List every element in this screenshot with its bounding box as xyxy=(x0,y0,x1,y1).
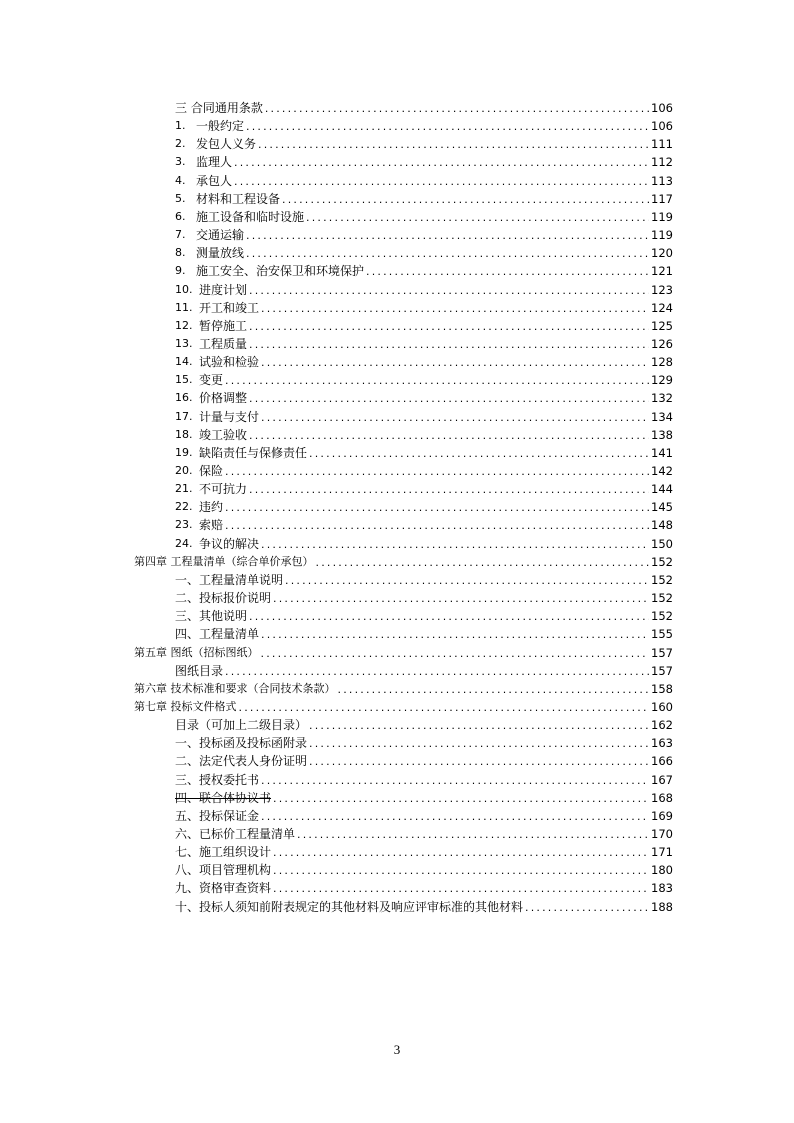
toc-entry[interactable] xyxy=(175,315,673,333)
toc-page-number: 171 xyxy=(651,845,673,860)
toc-entry-title: 一、工程量清单说明 xyxy=(175,572,284,587)
toc-entry[interactable] xyxy=(175,859,673,877)
toc-page-number: 132 xyxy=(651,391,673,406)
dot-leader xyxy=(366,266,649,278)
toc-page-number: 157 xyxy=(651,663,673,678)
toc-entry-title: 施工设备和临时设施 xyxy=(196,209,305,224)
toc-page-number: 188 xyxy=(651,899,673,914)
toc-entry[interactable] xyxy=(175,496,673,514)
toc-page-number: 152 xyxy=(651,554,673,569)
dot-leader xyxy=(273,593,649,605)
toc-entry-number: 1. xyxy=(175,119,186,133)
dot-leader xyxy=(249,611,649,623)
toc-entry[interactable] xyxy=(175,224,673,242)
dot-leader xyxy=(261,775,649,787)
dot-leader xyxy=(309,720,649,732)
toc-entry[interactable] xyxy=(175,460,673,478)
toc-page-number: 141 xyxy=(651,445,673,460)
toc-page-number: 144 xyxy=(651,482,673,497)
dot-leader xyxy=(297,829,649,841)
toc-entry-title: 发包人义务 xyxy=(196,137,257,152)
toc-entry-title: 工程质量 xyxy=(199,336,248,351)
toc-entry[interactable] xyxy=(175,260,673,278)
toc-entry-title: 第六章 技术标准和要求（合同技术条款） xyxy=(134,681,336,695)
toc-entry-number: 17. xyxy=(175,409,193,423)
toc-entry-title: 二、法定代表人身份证明 xyxy=(175,754,308,769)
dot-leader xyxy=(249,321,649,333)
toc-page-number: 183 xyxy=(651,881,673,896)
dot-leader xyxy=(525,902,649,914)
toc-entry[interactable] xyxy=(175,750,673,768)
dot-leader xyxy=(261,539,649,551)
toc-page-number: 157 xyxy=(651,645,673,660)
toc-entry[interactable] xyxy=(175,623,673,641)
toc-entry[interactable] xyxy=(175,170,673,188)
toc-entry-title: 八、项目管理机构 xyxy=(175,863,272,878)
toc-entry-title: 承包人 xyxy=(196,173,233,188)
toc-entry[interactable] xyxy=(175,569,673,587)
toc-entry[interactable] xyxy=(175,896,673,914)
toc-entry-title: 不可抗力 xyxy=(199,482,248,497)
dot-leader xyxy=(261,412,649,424)
toc-entry-title: 图纸目录 xyxy=(175,663,224,678)
toc-chapter-entry[interactable] xyxy=(134,642,673,660)
toc-page-number: 117 xyxy=(651,191,673,206)
toc-entry-title: 九、资格审查资料 xyxy=(175,881,272,896)
dot-leader xyxy=(258,139,649,151)
toc-page-number: 145 xyxy=(651,500,673,515)
toc-entry[interactable] xyxy=(175,351,673,369)
toc-entry[interactable] xyxy=(175,188,673,206)
dot-leader xyxy=(309,738,649,750)
toc-entry-title: 第四章 工程量清单（综合单价承包） xyxy=(134,554,314,568)
toc-chapter-entry[interactable] xyxy=(134,678,673,696)
toc-page-number: 120 xyxy=(651,246,673,261)
toc-page-number: 142 xyxy=(651,464,673,478)
dot-leader xyxy=(282,194,649,206)
toc-page-number: 126 xyxy=(651,336,673,351)
toc-entry-number: 13. xyxy=(175,336,193,350)
toc-entry[interactable] xyxy=(175,97,673,115)
toc-entry[interactable] xyxy=(175,514,673,532)
toc-entry[interactable] xyxy=(175,424,673,442)
toc-page-number: 167 xyxy=(651,772,673,787)
toc-entry[interactable] xyxy=(175,823,673,841)
toc-page-number: 106 xyxy=(651,101,673,115)
toc-entry-number: 3. xyxy=(175,155,186,169)
dot-leader xyxy=(246,121,649,133)
toc-entry-title: 第五章 图纸（招标图纸） xyxy=(134,645,259,659)
toc-page-number: 121 xyxy=(651,264,673,279)
toc-entry-number: 6. xyxy=(175,209,186,223)
toc-entry-title: 违约 xyxy=(199,500,224,515)
toc-page-number: 138 xyxy=(651,427,673,442)
dot-leader xyxy=(234,157,649,169)
dot-leader xyxy=(338,684,650,696)
dot-leader xyxy=(249,484,649,496)
dot-leader xyxy=(273,883,649,895)
toc-entry[interactable] xyxy=(175,587,673,605)
dot-leader xyxy=(265,103,649,115)
toc-entry-number: 19. xyxy=(175,445,193,459)
toc-entry-title: 二、投标报价说明 xyxy=(175,591,272,606)
toc-page-number: 106 xyxy=(651,119,673,134)
toc-page-number: 166 xyxy=(651,754,673,769)
toc-entry-title: 争议的解决 xyxy=(199,536,260,551)
toc-entry-title: 七、施工组织设计 xyxy=(175,845,272,860)
dot-leader xyxy=(239,702,650,714)
toc-entry[interactable] xyxy=(175,242,673,260)
toc-entry[interactable] xyxy=(175,769,673,787)
toc-page-number: 112 xyxy=(651,155,673,170)
toc-page-number: 129 xyxy=(651,373,673,388)
dot-leader xyxy=(273,847,649,859)
toc-page-number: 128 xyxy=(651,355,673,370)
toc-entry-number: 15. xyxy=(175,373,193,387)
page-number: 3 xyxy=(393,1042,401,1057)
toc-entry-title: 一般约定 xyxy=(196,119,245,134)
toc-entry-number: 7. xyxy=(175,228,186,242)
dot-leader xyxy=(261,811,649,823)
toc-entry[interactable] xyxy=(175,660,673,678)
toc-page-number: 155 xyxy=(651,627,673,642)
toc-entry-title: 变更 xyxy=(199,373,224,388)
toc-entry-title: 五、投标保证金 xyxy=(175,808,260,823)
toc-page-number: 163 xyxy=(651,736,673,751)
toc-entry-number: 18. xyxy=(175,427,193,441)
toc-page-number: 119 xyxy=(651,228,673,243)
toc-page-number: 152 xyxy=(651,609,673,624)
toc-entry-title: 进度计划 xyxy=(199,282,248,297)
dot-leader xyxy=(316,557,650,569)
toc-page-number: 180 xyxy=(651,863,673,878)
toc-entry[interactable] xyxy=(175,406,673,424)
toc-entry-number: 5. xyxy=(175,191,186,205)
toc-entry-title: 缺陷责任与保修责任 xyxy=(199,445,308,460)
dot-leader xyxy=(261,357,649,369)
dot-leader xyxy=(246,230,649,242)
toc-page-number: 124 xyxy=(651,300,673,315)
toc-entry[interactable] xyxy=(175,478,673,496)
dot-leader xyxy=(249,393,649,405)
toc-entry-title: 四、联合体协议书 xyxy=(175,790,272,805)
dot-leader xyxy=(225,375,649,387)
toc-entry[interactable] xyxy=(175,206,673,224)
toc-entry-number: 11. xyxy=(175,300,193,314)
toc-entry-number: 20. xyxy=(175,464,193,477)
toc-page-number: 170 xyxy=(651,827,673,841)
toc-page-number: 158 xyxy=(651,681,673,696)
dot-leader xyxy=(225,666,649,678)
toc-page-number: 111 xyxy=(651,137,673,152)
toc-entry-title: 一、投标函及投标函附录 xyxy=(175,736,308,751)
toc-chapter-entry[interactable] xyxy=(134,551,673,569)
dot-leader xyxy=(249,430,649,442)
toc-entry-number: 24. xyxy=(175,536,193,550)
toc-page-number: 168 xyxy=(651,790,673,805)
toc-entry-number: 21. xyxy=(175,482,193,496)
toc-entry[interactable] xyxy=(175,151,673,169)
toc-entry-title: 十、投标人须知前附表规定的其他材料及响应评审标准的其他材料 xyxy=(175,899,524,914)
dot-leader xyxy=(309,448,649,460)
toc-page-number: 150 xyxy=(651,536,673,551)
toc-entry[interactable] xyxy=(175,732,673,750)
dot-leader xyxy=(309,756,649,768)
toc-entry[interactable] xyxy=(175,877,673,895)
dot-leader xyxy=(273,793,649,805)
toc-page-number: 152 xyxy=(651,572,673,587)
dot-leader xyxy=(234,176,649,188)
toc-entry-number: 2. xyxy=(175,137,186,151)
toc-entry-title: 六、已标价工程量清单 xyxy=(175,827,296,841)
toc-entry-title: 施工安全、治安保卫和环境保护 xyxy=(196,264,365,279)
toc-page-number: 160 xyxy=(651,699,673,714)
toc-entry[interactable] xyxy=(175,387,673,405)
toc-entry-number: 23. xyxy=(175,518,193,532)
toc-entry-number: 12. xyxy=(175,318,193,332)
toc-entry-title: 三、授权委托书 xyxy=(175,772,260,787)
toc-entry-title: 竣工验收 xyxy=(199,427,248,442)
toc-entry-number: 10. xyxy=(175,282,193,296)
dot-leader xyxy=(306,212,649,224)
toc-entry-number: 9. xyxy=(175,264,186,278)
toc-entry-title: 价格调整 xyxy=(199,391,248,406)
toc-entry-title: 三、其他说明 xyxy=(175,609,248,624)
toc-entry-title: 试验和检验 xyxy=(199,355,260,370)
toc-entry[interactable] xyxy=(175,805,673,823)
dot-leader xyxy=(246,248,649,260)
toc-entry-title: 交通运输 xyxy=(196,228,245,243)
toc-entry-title: 计量与支付 xyxy=(199,409,260,424)
toc-entry[interactable] xyxy=(175,841,673,859)
toc-entry[interactable] xyxy=(175,369,673,387)
toc-page-number: 119 xyxy=(651,209,673,224)
toc-entry[interactable] xyxy=(175,115,673,133)
toc-entry-title: 索赔 xyxy=(199,518,224,533)
toc-entry[interactable] xyxy=(175,533,673,551)
dot-leader xyxy=(249,339,649,351)
toc-entry-title: 监理人 xyxy=(196,155,233,170)
toc-entry-title: 第七章 投标文件格式 xyxy=(134,699,237,713)
toc-entry[interactable] xyxy=(175,787,673,805)
toc-entry-number: 4. xyxy=(175,173,186,187)
toc-page-number: 113 xyxy=(651,173,673,188)
toc-page-number: 169 xyxy=(651,808,673,823)
toc-entry-title: 三 合同通用条款 xyxy=(175,101,263,115)
toc-entry[interactable] xyxy=(175,714,673,732)
toc-page-number: 134 xyxy=(651,409,673,424)
toc-entry-title: 目录（可加上二级目录） xyxy=(175,718,308,733)
toc-entry[interactable] xyxy=(175,133,673,151)
dot-leader xyxy=(261,648,650,660)
toc-entry-title: 四、工程量清单 xyxy=(175,627,260,642)
toc-page-number: 125 xyxy=(651,318,673,333)
toc-chapter-entry[interactable] xyxy=(134,696,673,714)
toc-page-number: 123 xyxy=(651,282,673,297)
dot-leader xyxy=(225,520,649,532)
toc-page-number: 162 xyxy=(651,718,673,733)
dot-leader xyxy=(273,865,649,877)
toc-entry[interactable] xyxy=(175,605,673,623)
toc-page-number: 148 xyxy=(651,518,673,533)
toc-entry-title: 保险 xyxy=(199,464,224,478)
toc-entry-number: 14. xyxy=(175,355,193,369)
dot-leader xyxy=(261,303,649,315)
toc-entry[interactable] xyxy=(175,279,673,297)
toc-entry[interactable] xyxy=(175,442,673,460)
dot-leader xyxy=(225,502,649,514)
toc-entry-number: 8. xyxy=(175,246,186,260)
toc-entry-title: 暂停施工 xyxy=(199,318,248,333)
toc-entry-number: 22. xyxy=(175,500,193,514)
toc-entry[interactable] xyxy=(175,333,673,351)
dot-leader xyxy=(285,575,649,587)
toc-entry-title: 材料和工程设备 xyxy=(196,191,281,206)
toc-entry-number: 16. xyxy=(175,391,193,405)
dot-leader xyxy=(225,466,649,478)
toc-entry-title: 开工和竣工 xyxy=(199,300,260,315)
dot-leader xyxy=(249,285,649,297)
toc-page-number: 152 xyxy=(651,591,673,606)
dot-leader xyxy=(261,629,649,641)
toc-entry-title: 测量放线 xyxy=(196,246,245,261)
toc-entry[interactable] xyxy=(175,297,673,315)
